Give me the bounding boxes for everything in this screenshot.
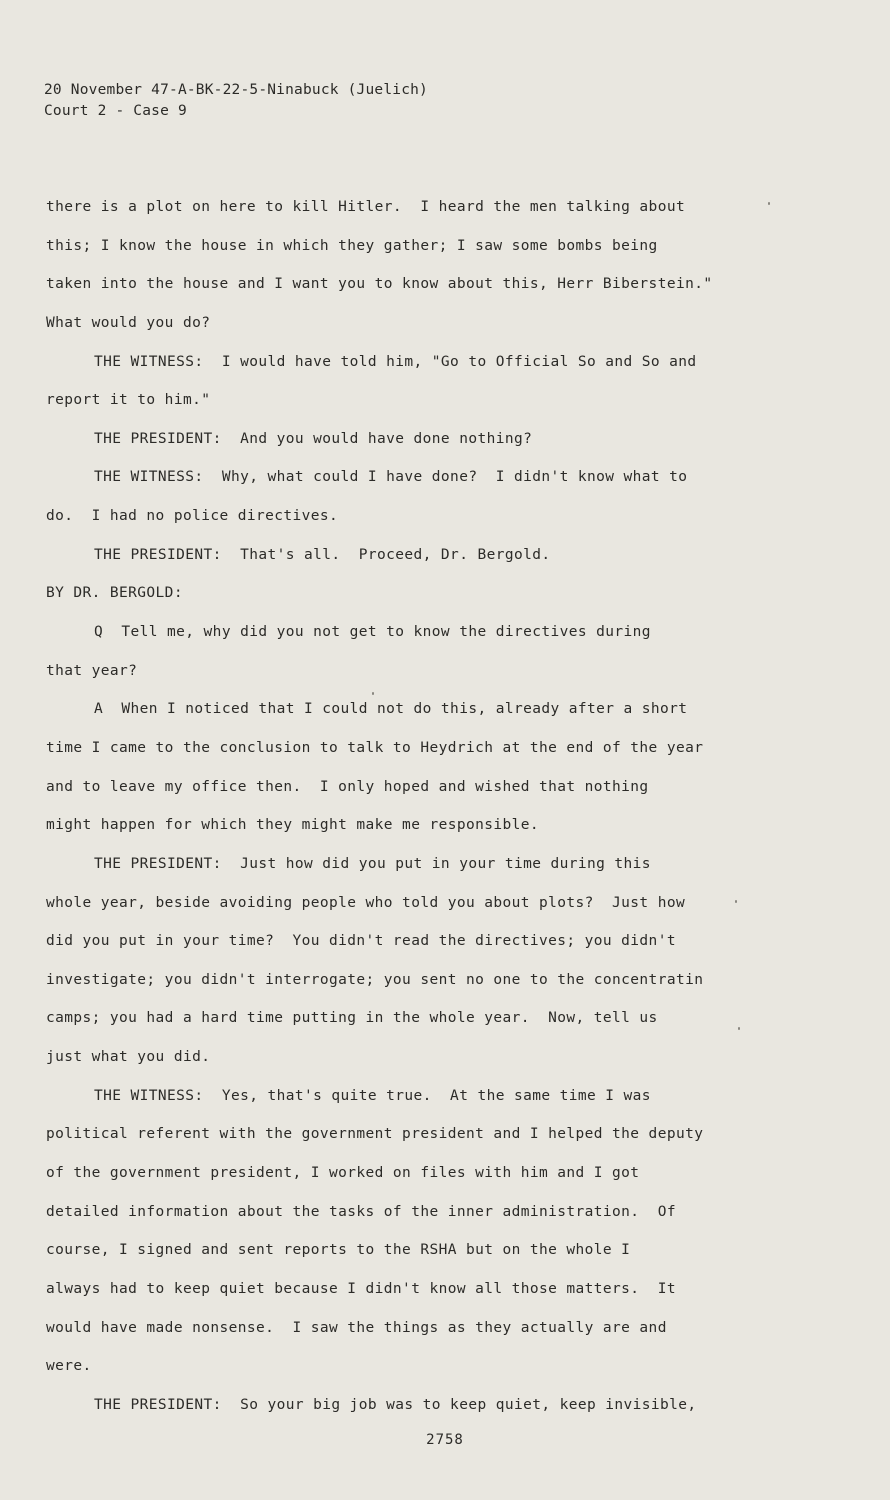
paper-speck xyxy=(768,202,770,205)
transcript-line: always had to keep quiet because I didn't know all those matters. It xyxy=(46,1280,676,1297)
transcript-line: would have made nonsense. I saw the things as they actually are and xyxy=(46,1319,667,1336)
transcript-line: report it to him." xyxy=(46,392,211,409)
document-header xyxy=(44,80,428,122)
transcript-line: just what you did. xyxy=(46,1049,211,1066)
transcript-line: THE WITNESS: Why, what could I have done? I didn't know what to xyxy=(94,469,688,486)
transcript-line: THE PRESIDENT: That's all. Proceed, Dr. Bergold. xyxy=(94,546,551,563)
transcript-line: might happen for which they might make me responsible. xyxy=(46,817,540,834)
transcript-line: BY DR. BERGOLD: xyxy=(46,585,183,602)
transcript-line: course, I signed and sent reports to the RSHA but on the whole I xyxy=(46,1242,631,1259)
transcript-line: detailed information about the tasks of the inner administration. Of xyxy=(46,1203,676,1220)
transcript-line: Q Tell me, why did you not get to know the directives during xyxy=(94,624,651,641)
transcript-line: A When I noticed that I could not do this, already after a short xyxy=(94,701,688,718)
transcript-line: and to leave my office then. I only hoped and wished that nothing xyxy=(46,778,649,795)
transcript-body xyxy=(46,194,806,1431)
transcript-line: camps; you had a hard time putting in the whole year. Now, tell us xyxy=(46,1010,658,1027)
transcript-line: of the government president, I worked on files with him and I got xyxy=(46,1165,640,1182)
transcript-line: taken into the house and I want you to know about this, Herr Biberstein." xyxy=(46,276,713,293)
transcript-line: investigate; you didn't interrogate; you sent no one to the concentratin xyxy=(46,971,704,988)
transcript-line: that year? xyxy=(46,662,138,679)
transcript-line: THE PRESIDENT: Just how did you put in your time during this xyxy=(94,855,651,872)
transcript-line: THE WITNESS: Yes, that's quite true. At the same time I was xyxy=(94,1087,651,1104)
transcript-line: THE PRESIDENT: And you would have done nothing? xyxy=(94,430,533,447)
paper-speck xyxy=(735,900,737,903)
transcript-line: time I came to the conclusion to talk to Heydrich at the end of the year xyxy=(46,739,704,756)
transcript-line: this; I know the house in which they gather; I saw some bombs being xyxy=(46,237,658,254)
paper-speck xyxy=(372,692,374,695)
paper-speck xyxy=(738,1027,740,1030)
header-date-reference: 20 November 47-A-BK-22-5-Ninabuck (Juelich) xyxy=(44,82,428,98)
transcript-line: THE WITNESS: I would have told him, "Go to Official So and So and xyxy=(94,353,697,370)
transcript-line: THE PRESIDENT: So your big job was to keep quiet, keep invisible, xyxy=(94,1396,697,1413)
transcript-line: did you put in your time? You didn't read the directives; you didn't xyxy=(46,933,676,950)
transcript-line: What would you do? xyxy=(46,314,211,331)
header-court-case: Court 2 - Case 9 xyxy=(44,103,187,119)
transcript-line: political referent with the government president and I helped the deputy xyxy=(46,1126,704,1143)
page-number: 2758 xyxy=(426,1432,464,1448)
transcript-line: were. xyxy=(46,1358,92,1375)
transcript-line: do. I had no police directives. xyxy=(46,508,339,525)
transcript-line: whole year, beside avoiding people who told you about plots? Just how xyxy=(46,894,686,911)
transcript-line: there is a plot on here to kill Hitler. I heard the men talking about xyxy=(46,199,686,215)
